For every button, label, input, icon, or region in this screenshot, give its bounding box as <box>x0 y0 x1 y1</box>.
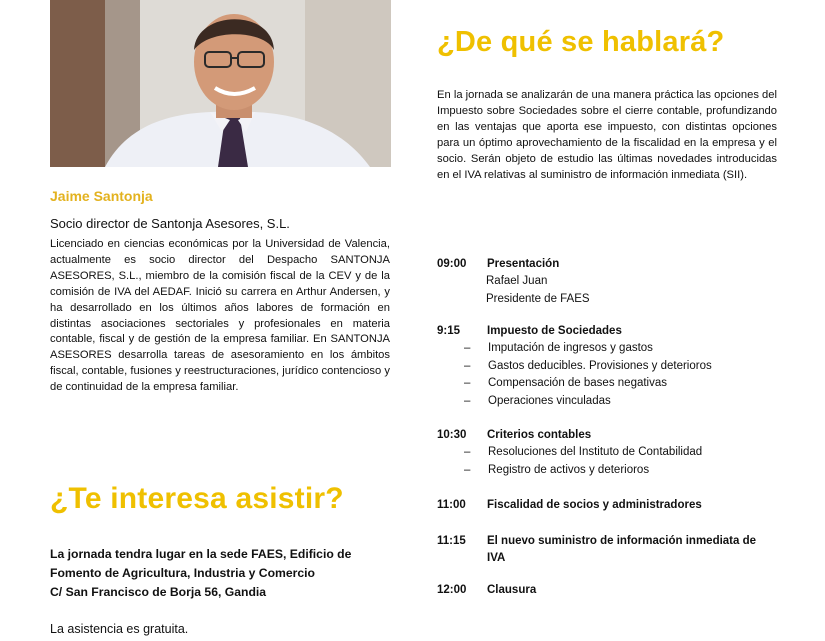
topics-heading: ¿De qué se hablará? <box>437 26 725 58</box>
slot-detail: Rafael Juan <box>486 275 548 287</box>
speaker-name: Jaime Santonja <box>50 188 153 204</box>
slot-time: 9:15 <box>437 325 461 337</box>
slot-item: Gastos deducibles. Provisiones y deterioros <box>488 359 712 372</box>
slot-title: Presentación <box>487 258 560 270</box>
slot-item: Operaciones vinculadas <box>488 394 611 407</box>
agenda-slot <box>437 325 782 412</box>
topics-intro: En la jornada se analizarán de una manera práctica las opciones del Impuesto sobre Sociedades sobre el cierre contable, profundizando en las ventajas que aporta ese impuesto, con distintas opciones para un óptimo aprovechamiento de la fiscalidad en la empresa y el socio. Serán objeto de estudio las últimas novedades introducidas en el IVA relativas al suministro de información inmediata (SII). <box>437 89 777 181</box>
dash-bullet: – <box>464 342 471 354</box>
slot-time: 11:00 <box>437 499 466 511</box>
slot-title: Fiscalidad de socios y administradores <box>487 499 702 511</box>
dash-bullet: – <box>464 463 471 476</box>
slot-detail: Presidente de FAES <box>486 292 590 305</box>
agenda-slot <box>437 258 782 310</box>
agenda-slot <box>437 499 782 516</box>
slot-title: El nuevo suministro de información inmediata de IVA <box>487 535 757 564</box>
free-admission-note: La asistencia es gratuita. <box>50 622 189 636</box>
attend-heading: ¿Te interesa asistir? <box>50 482 344 515</box>
slot-item: Compensación de bases negativas <box>488 377 668 389</box>
dash-bullet: – <box>464 359 471 372</box>
agenda-slot <box>437 584 782 601</box>
agenda-slot <box>437 429 782 481</box>
speaker-photo <box>50 0 391 167</box>
dash-bullet: – <box>464 394 471 407</box>
slot-title: Clausura <box>487 584 537 596</box>
slot-time: 11:15 <box>437 535 466 547</box>
slot-time: 10:30 <box>437 429 467 441</box>
slot-item: Imputación de ingresos y gastos <box>488 342 653 354</box>
slot-item: Registro de activos y deterioros <box>488 463 650 476</box>
slot-time: 09:00 <box>437 258 467 270</box>
venue-line: C/ San Francisco de Borja 56, Gandia <box>50 585 267 599</box>
venue-line: La jornada tendra lugar en la sede FAES, Edificio de <box>50 547 352 561</box>
speaker-bio: Licenciado en ciencias económicas por la Universidad de Valencia, actualmente es socio director del Despacho SANTONJA ASESORES, S.L., miembro de la comisión fiscal de la CEV y de la comisión de IVA del AEDAF. Inició su carrera en Arthur Andersen, y ha desarrollado en los últimos años labores de formación en distintas asociaciones sectoriales y profesionales en materia contable, fiscal y de gestión de la empresa familiar. En SANTONJA ASESORES desarrolla tareas de asesoramiento en los ámbitos fiscal, contable, fusiones y reestructuraciones, jurídico contencioso y de continuidad de la empresa familiar. <box>50 238 390 394</box>
venue-info <box>50 545 395 602</box>
dash-bullet: – <box>464 446 471 458</box>
dash-bullet: – <box>464 377 471 389</box>
venue-line: Fomento de Agricultura, Industria y Comercio <box>50 566 316 580</box>
slot-time: 12:00 <box>437 584 467 596</box>
speaker-role: Socio director de Santonja Asesores, S.L. <box>50 216 290 231</box>
agenda-slot <box>437 533 782 567</box>
slot-title: Impuesto de Sociedades <box>487 325 622 337</box>
slot-title: Criterios contables <box>487 429 592 441</box>
slot-item: Resoluciones del Instituto de Contabilidad <box>488 446 703 458</box>
